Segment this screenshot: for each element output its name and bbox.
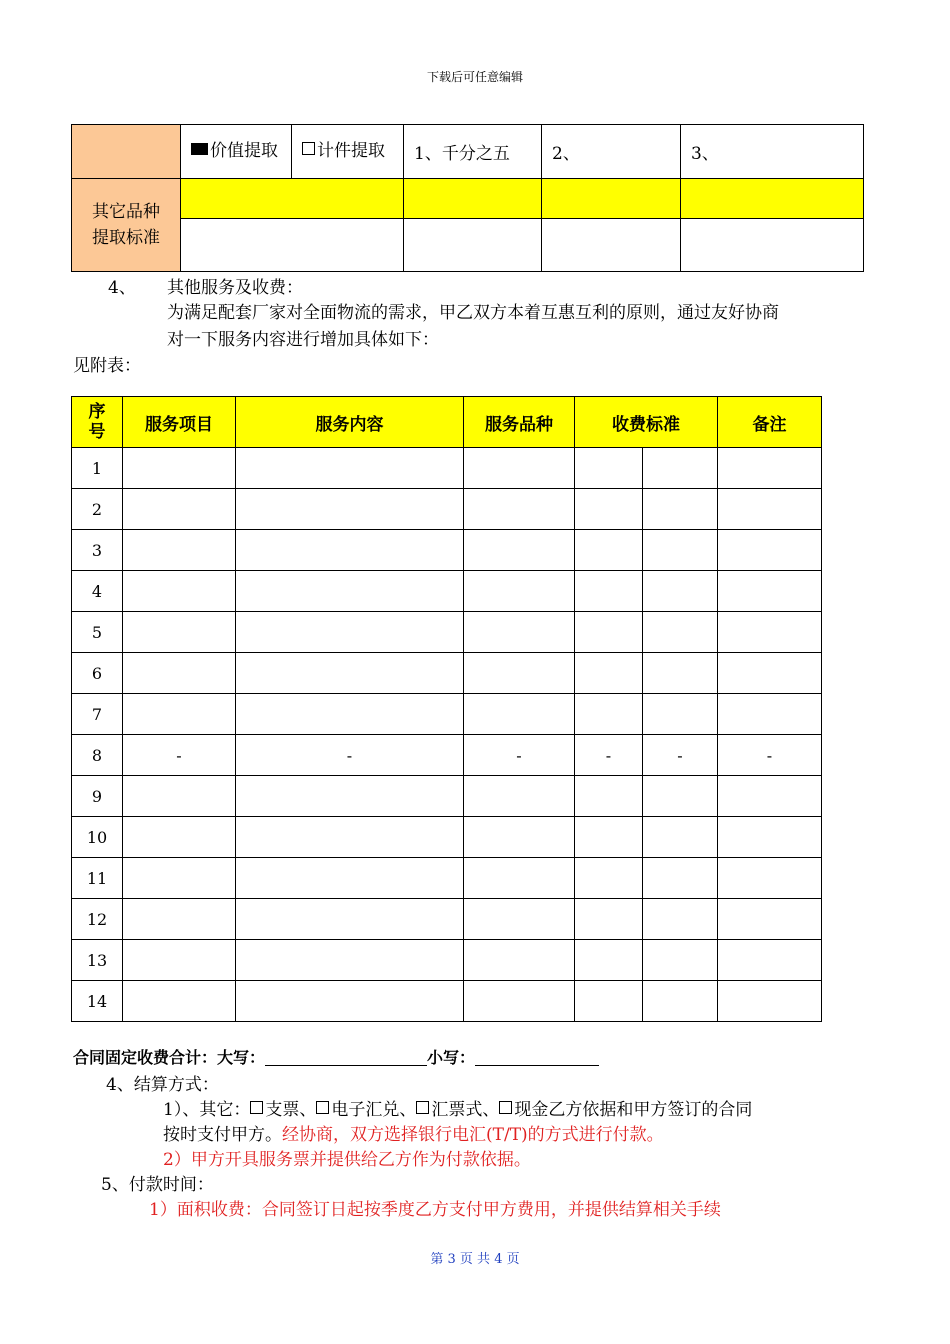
page-footer: 第 3 页 共 4 页: [430, 1252, 520, 1267]
table-row: 7: [72, 694, 822, 735]
rate-cell-1: 1、千分之五: [404, 125, 542, 179]
checkbox-icon[interactable]: [416, 1101, 429, 1114]
blank-cell-c: [542, 219, 681, 272]
checkbox-icon[interactable]: [499, 1101, 512, 1114]
yellow-cell-c: [542, 179, 681, 219]
payment-time-title: 5、付款时间：: [101, 1175, 214, 1195]
blank-cell-a: [181, 219, 404, 272]
blank-cell-d: [681, 219, 864, 272]
settlement-line1: 1）、其它： 支票、 电子汇兑、 汇票式、 现金乙方依据和甲方签订的合同: [163, 1100, 753, 1120]
rate-cell-3: 3、: [681, 125, 864, 179]
payment-time-line1: 1）面积收费：合同签订日起按季度乙方支付甲方费用，并提供结算相关手续: [149, 1200, 721, 1220]
table-row: 13: [72, 940, 822, 981]
checkbox-icon[interactable]: [316, 1101, 329, 1114]
header-service-item: 服务项目: [123, 397, 236, 448]
other-varieties-label: 其它品种提取标准: [72, 179, 181, 272]
section-4-paragraph-line1: 为满足配套厂家对全面物流的需求，甲乙双方本着互惠互利的原则，通过友好协商: [167, 303, 779, 323]
table-row: 14: [72, 981, 822, 1022]
peach-cell-top: [72, 125, 181, 179]
header-service-content: 服务内容: [236, 397, 464, 448]
value-extraction-option[interactable]: 价值提取: [181, 125, 292, 179]
table-row: 1: [72, 448, 822, 489]
table-row: 5: [72, 612, 822, 653]
header-remarks: 备注: [718, 397, 822, 448]
see-attached-label: 见附表：: [73, 356, 141, 376]
settlement-line3: 2）甲方开具服务票并提供给乙方作为付款依据。: [163, 1150, 531, 1170]
yellow-cell-b: [404, 179, 542, 219]
page-header-note: 下载后可任意编辑: [426, 70, 523, 84]
table-row: 10: [72, 817, 822, 858]
header-fee-standard: 收费标准: [575, 397, 718, 448]
rate-cell-2: 2、: [542, 125, 681, 179]
section-4-number: 4、: [108, 278, 136, 298]
extraction-standard-table: [71, 124, 864, 272]
table-row: 11: [72, 858, 822, 899]
table-row: 2: [72, 489, 822, 530]
count-extraction-option[interactable]: 计件提取: [292, 125, 404, 179]
settlement-line2: 按时支付甲方。经协商，双方选择银行电汇(T/T)的方式进行付款。: [163, 1125, 664, 1145]
table-row: 3: [72, 530, 822, 571]
checked-box-icon: [191, 143, 208, 155]
table-row: 6: [72, 653, 822, 694]
checkbox-icon: [302, 142, 315, 155]
header-service-variety: 服务品种: [464, 397, 575, 448]
table-row: 4: [72, 571, 822, 612]
yellow-cell-d: [681, 179, 864, 219]
checkbox-icon[interactable]: [250, 1101, 263, 1114]
table-row: 12: [72, 899, 822, 940]
total-lowercase-blank[interactable]: [475, 1048, 599, 1066]
section-4-title: 其他服务及收费：: [167, 278, 303, 298]
yellow-cell-a: [181, 179, 404, 219]
blank-cell-b: [404, 219, 542, 272]
settlement-title: 4、结算方式：: [106, 1075, 219, 1095]
contract-fee-total: 合同固定收费合计：大写： 小写：: [73, 1045, 599, 1068]
header-serial: 序号: [72, 397, 123, 448]
table-row: 8 - - - - - -: [72, 735, 822, 776]
total-uppercase-blank[interactable]: [265, 1048, 427, 1066]
table-row: 9: [72, 776, 822, 817]
section-4-paragraph-line2: 对一下服务内容进行增加具体如下：: [167, 330, 439, 350]
service-fee-table: [71, 396, 822, 1022]
